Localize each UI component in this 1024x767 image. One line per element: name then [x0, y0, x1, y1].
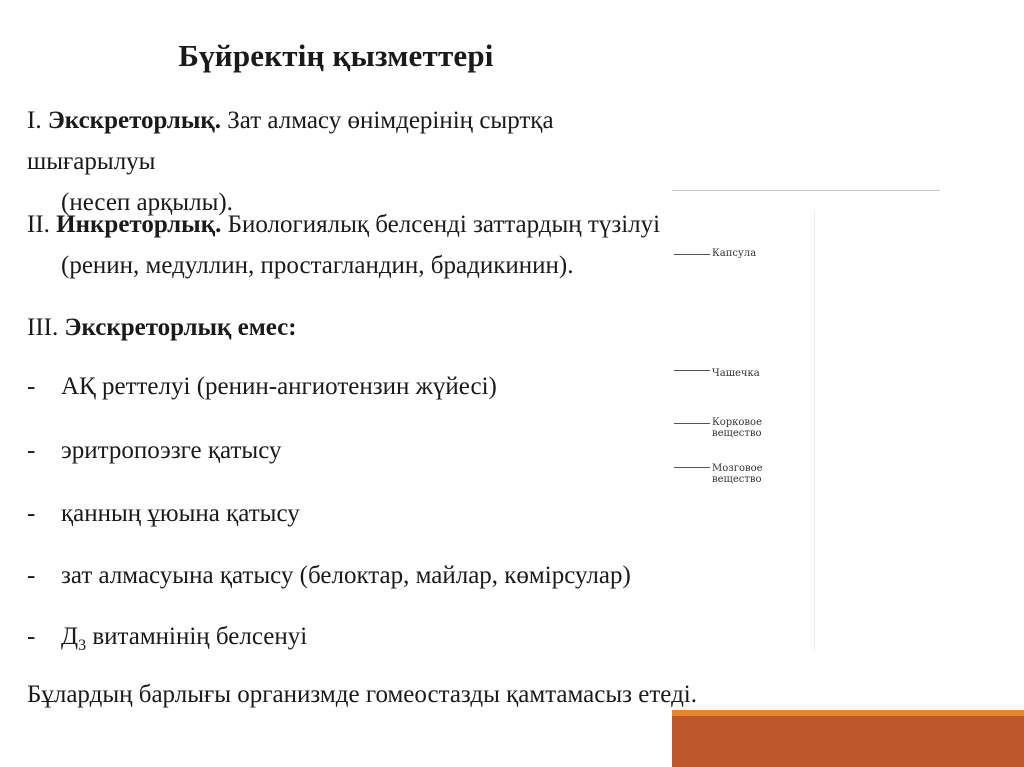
bullet-dash: - — [27, 373, 36, 400]
bullet-text: қанның ұюына қатысу — [61, 500, 300, 527]
slide-title: Бүйректің қызметтері — [178, 38, 494, 73]
section-incretory — [27, 204, 667, 286]
label-text: Мозговое вещество — [712, 463, 763, 485]
section-text: Зат алмасу өнімдерінің сыртқа шығарылуы — [27, 107, 554, 175]
section-heading: Экскреторлық емес: — [64, 314, 297, 341]
section-numeral: I. — [27, 107, 42, 134]
bullet-dash: - — [27, 500, 36, 527]
section-nonexcretory — [27, 307, 667, 348]
section-continuation: (ренин, медуллин, простагландин, брадикинин). — [61, 252, 574, 279]
bullet-text-prefix: Д — [61, 623, 79, 650]
section-text: Биологиялық белсенді заттардың түзілуі — [221, 211, 661, 238]
leader-line — [674, 423, 710, 424]
bullet-text: эритропоэзге қатысу — [61, 437, 282, 464]
leader-line — [674, 370, 710, 371]
section-heading: Инкреторлық. — [56, 211, 222, 238]
leader-line — [674, 254, 710, 255]
diagram-frame-edge — [814, 210, 815, 650]
bullet-dash: - — [27, 623, 36, 650]
bullet-text: АҚ реттелуі (ренин-ангиотензин жүйесі) — [61, 373, 497, 400]
diagram-top-rule — [672, 190, 940, 191]
section-heading: Экскреторлық. — [47, 107, 221, 134]
kidney-diagram — [672, 190, 942, 650]
label-text: Корковое вещество — [712, 417, 762, 439]
bullet-text — [61, 622, 307, 661]
label-text: Капсула — [712, 248, 757, 259]
section-numeral: II. — [27, 211, 50, 238]
footer-accent-block — [672, 716, 1024, 767]
bullet-dash: - — [27, 437, 36, 464]
section-continuation: (несеп арқылы). — [61, 189, 233, 216]
bullet-dash: - — [27, 562, 36, 589]
bullet-text: зат алмасуына қатысу (белоктар, майлар, көмірсулар) — [61, 562, 631, 589]
section-numeral: III. — [27, 314, 59, 341]
bullet-text-suffix: витамнінің белсенуі — [86, 623, 308, 650]
bullet-text-subscript: 3 — [78, 637, 87, 654]
leader-line — [674, 467, 710, 468]
footer-summary: Бұлардың барлығы организмде гомеостазды қамтамасыз етеді. — [27, 681, 697, 708]
label-text: Чашечка — [712, 368, 760, 379]
